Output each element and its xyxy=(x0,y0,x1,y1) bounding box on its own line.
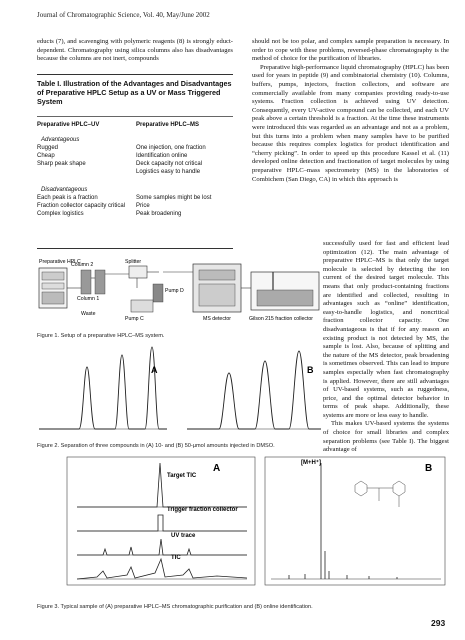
table-cell-ms: One injection, one fraction xyxy=(136,144,206,151)
page-number: 293 xyxy=(431,618,446,628)
table-cell-uv: Fraction collector capacity critical xyxy=(37,203,126,210)
fig3b-frame xyxy=(265,457,445,585)
table-row xyxy=(37,210,233,218)
table-title: Table I. Illustration of the Advantages and Disadvantages of Preparative HPLC Setup as a UV or Mass Triggered System xyxy=(37,79,232,107)
fig3a-tic xyxy=(77,559,247,579)
paragraph: Preparative high-performance liquid chromatography (HPLC) has been used for years in peptide (9) and combinatorial chemistry (10). Columns, buffers, pumps, injectors, fraction collectors, and software are commercially available from many companies providing ready-to-use systems. Fraction collection is achieved using UV detection. Consequently, every UV-active compound can be collected, and each UV peak above a certain threshold is a fraction. At the time these instruments were introduced this was regarded as an advantage and not as a problem, but this turns into a problem when many samples have to be purified because this requires complex logistics for product identification and “cherry picking”. In order to speed up this procedure Kassel et al. (11) developed online detection and fractionation of target molecules by using preparative HPLC–mass spectrometry (MS) in the laboratories of Combichem (San Diego, CA) in which this approach is xyxy=(252,63,449,183)
figure-2-caption: Figure 2. Separation of three compounds in (A) 10- and (B) 50-µmol amounts injected in DMSO. xyxy=(37,443,275,449)
table-cell-ms: Identification online xyxy=(136,153,188,160)
table-cell-ms: Peak broadening xyxy=(136,211,182,218)
table-row xyxy=(37,168,233,176)
table-cell-uv: Cheap xyxy=(37,153,55,160)
fig3a-trigger xyxy=(77,515,247,531)
fig1-label-gilson: Gilson 215 fraction collector xyxy=(249,316,314,322)
left-intro-text: educts (7), and scavenging with polymeric reagents (8) is strongly educt-dependent. Chromatography using silica columns also has disadvantages because the columns are not inert, compounds xyxy=(37,38,233,63)
fig2a-trace xyxy=(39,347,167,429)
fig3-trace-uv: UV trace xyxy=(171,533,196,539)
table-header xyxy=(37,116,233,130)
fig1-label-splitter: Splitter xyxy=(125,259,142,265)
table-cell-ms: Some samples might be lost xyxy=(136,194,212,201)
table-disadvantages xyxy=(37,194,233,219)
table-advantages xyxy=(37,144,233,177)
table-cell-uv xyxy=(37,168,136,176)
fig3-label-b: B xyxy=(425,463,433,474)
right-column-text xyxy=(252,38,449,184)
fig1-label-col1: Column 1 xyxy=(77,296,100,302)
table-cell-uv: Each peak is a fraction xyxy=(37,194,98,201)
figure-3-panels xyxy=(37,455,449,593)
table-bottom-rule xyxy=(37,248,233,249)
figure-3 xyxy=(37,455,449,615)
fig2-label-b: B xyxy=(307,365,314,375)
journal-header: Journal of Chromatographic Science, Vol. 40, May/June 2002 xyxy=(37,11,210,19)
fig3-trace-tic: TIC xyxy=(171,555,181,561)
right-narrow-text xyxy=(323,240,449,455)
fig1-label-waste: Waste xyxy=(81,311,96,317)
table-section-advantages: Advantageous xyxy=(41,136,80,143)
figure-1-schematic xyxy=(37,258,323,324)
fig1-label-ms: MS detector xyxy=(203,316,231,322)
fig3-ion-label: [M+H⁺] xyxy=(301,460,321,466)
fig3-label-a: A xyxy=(213,463,221,474)
fig1-label-prep: Preparative HPLC xyxy=(39,259,81,265)
table-cell-ms: Logistics easy to handle xyxy=(136,169,201,176)
fig3b-mass-spectrum xyxy=(289,463,397,579)
table-cell-uv: Complex logistics xyxy=(37,211,84,218)
table-col-uv: Preparative HPLC–UV xyxy=(37,121,100,128)
table-row xyxy=(37,202,233,210)
table-1 xyxy=(37,74,233,249)
figure-2 xyxy=(37,343,323,448)
fig1-label-col2: Column 2 xyxy=(71,262,94,268)
table-row xyxy=(37,152,233,160)
fig2-label-a: A xyxy=(151,365,158,375)
table-row xyxy=(37,194,233,202)
paragraph: should not be too polar, and complex sample preparation is necessary. In order to cope with these problems, reversed-phase chromatography is the method of choice for the purification of libraries. xyxy=(252,38,449,63)
figure-1-caption: Figure 1. Setup of a preparative HPLC–MS system. xyxy=(37,333,165,339)
fig1-label-pumpd: Pump D xyxy=(165,288,184,294)
fig3a-target-tic xyxy=(77,463,247,507)
paragraph: This makes UV-based systems the systems of choice for small libraries and complex separation problems (see Table I). The biggest advantage of xyxy=(323,420,449,454)
table-cell-ms: Deck capacity not critical xyxy=(136,161,203,168)
fig3-trace-target: Target TIC xyxy=(167,473,197,479)
fig3a-uv xyxy=(77,539,247,555)
table-cell-uv: Rugged xyxy=(37,144,59,151)
paragraph: successfully used for fast and efficient lead optimization (12). The main advantage of preparative HPLC–MS is that only the target molecule is selected by detecting the ion current of the desired target molecule. This means that only product-containing fractions are identified and collected, resulting in advantages such as “online” identification, easy-to-handle logistics, and noncritical fraction collector capacity. One disadvantageous is that if for any reason an existing product is not detected by MS, the sample is lost. Also, because of splitting and the nature of the MS detector, peak broadening is sometimes observed. This can lead to impure samples especially when fast chromatography is applied. However, there are still advantages of UV-based systems, such as ruggedness, price, and the optimal detector behavior in terms of peak shape. Additionally, these systems are more or less easy to handle. xyxy=(323,240,449,419)
table-cell-ms: Price xyxy=(136,203,150,210)
table-row xyxy=(37,144,233,152)
figure-1 xyxy=(37,258,323,339)
figure-2-chromatograms xyxy=(37,343,323,435)
fig1-label-pumpc: Pump C xyxy=(125,316,144,322)
table-section-disadvantages: Disadvantageous xyxy=(41,186,88,193)
figure-3-caption: Figure 3. Typical sample of (A) preparative HPLC–MS chromatographic purification and (B) online identification. xyxy=(37,604,313,610)
table-col-ms: Preparative HPLC–MS xyxy=(136,121,200,128)
table-row xyxy=(37,160,233,168)
fig2b-trace xyxy=(187,351,321,429)
fig3b-structure xyxy=(355,481,405,507)
fig3-trace-trigger: Trigger fraction collector xyxy=(167,507,238,513)
table-cell-uv: Sharp peak shape xyxy=(37,161,86,168)
